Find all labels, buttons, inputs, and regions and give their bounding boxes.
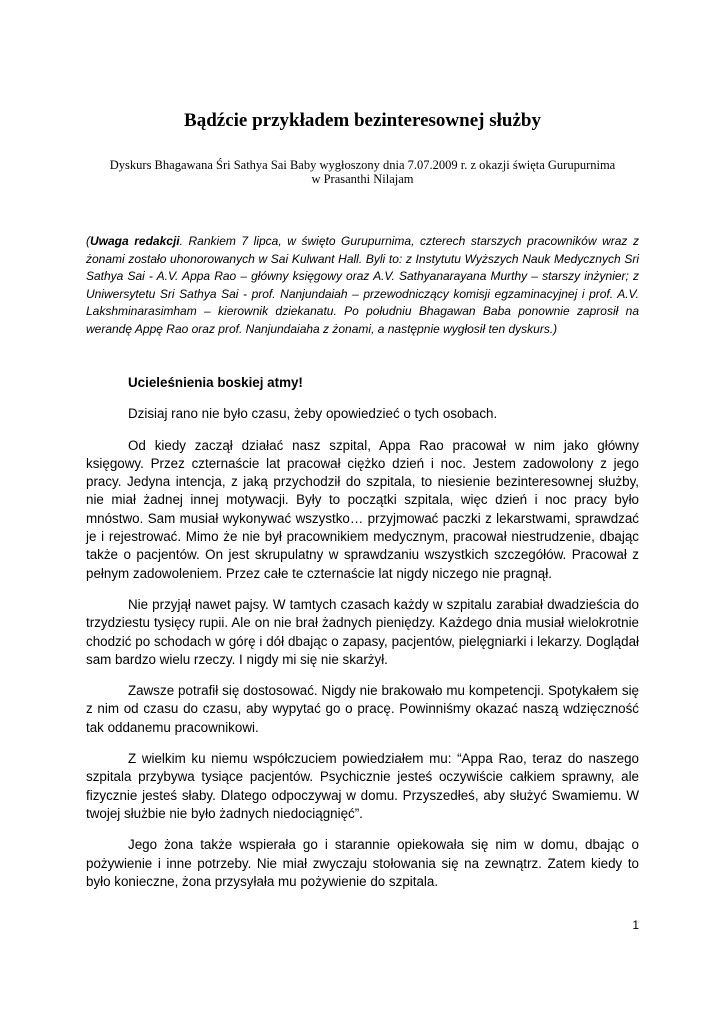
subtitle-line-2: w Prasanthi Nilajam (311, 172, 414, 186)
editor-note-label: Uwaga redakcji (90, 234, 180, 248)
paragraph: Zawsze potrafił się dostosować. Nigdy nie brakowało mu kompetencji. Spotykałem się z nim od czasu do czasu, aby wypytać go o pracę. Powinniśmy okazać naszą wdzięczność tak oddanemu pracownikowi. (86, 683, 639, 735)
editor-note-open-paren: ( (86, 234, 90, 248)
paragraph: Nie przyjął nawet pajsy. W tamtych czasach każdy w szpitalu zarabiał dwadzieścia do trzydziestu tysięcy rupii. Ale on nie brał żadnych pieniędzy. Każdego dnia musiał wielokrotnie chodzić po schodach w górę i dół dbając o zapasy, pacjentów, pielęgniarki i lekarzy. Doglądał sam bardzo wielu rzeczy. I nigdy mi się nie skarżył. (86, 596, 639, 667)
paragraph: Jego żona także wspierała go i starannie opiekowała się nim w domu, dbając o pożywienie i inne potrzeby. Nie miał zwyczaju stołowania się na zewnątrz. Zatem kiedy to było konieczne, żona przysyłała mu pożywienie do szpitala. (86, 837, 639, 889)
salutation-heading: Ucieleśnienia boskiej atmy! (128, 375, 303, 390)
page-title: Bądźcie przykładem bezinteresownej służby (184, 110, 541, 131)
page-number: 1 (632, 918, 639, 932)
editor-note (86, 233, 639, 338)
subtitle-line-1: Dyskurs Bhagawana Śri Sathya Sai Baby wygłoszony dnia 7.07.2009 r. z okazji święta Gurupurnima (109, 158, 616, 172)
paragraph: Dzisiaj rano nie było czasu, żeby opowiedzieć o tych osobach. (128, 406, 498, 422)
paragraph: Z wielkim ku niemu współczuciem powiedziałem mu: “Appa Rao, teraz do naszego szpitala przybywa tysiące pacjentów. Psychicznie jesteś oczywiście całkiem sprawny, ale fizycznie jesteś słaby. Dlatego odpoczywaj w domu. Przyszedłeś, aby służyć Swamiemu. W twojej służbie nie było żadnych niedociągnięć”. (86, 751, 639, 821)
paragraph: Od kiedy zaczął działać nasz szpital, Appa Rao pracował w nim jako główny księgowy. Przez czternaście lat pracował ciężko dzień i noc. Jestem zadowolony z jego pracy. Jedyna intencja, z jaką przychodził do szpitala, to niesienie bezinteresownej służby, nie miał żadnej innej motywacji. Były to początki szpitala, więc dzień i noc pracy było mnóstwo. Sam musiał wykonywać wszystko… przyjmować paczki z lekarstwami, sprawdzać je i rejestrować. Mimo że nie był pracownikiem medycznym, pracował niestrudzenie, dbając także o pacjentów. On jest skrupulatny w sprawdzaniu wszystkich szczegółów. Pracował z pełnym zadowoleniem. Przez całe te czternaście lat nigdy niczego nie pragnął. (86, 437, 639, 581)
discourse-body (86, 374, 639, 904)
subtitle (100, 158, 625, 186)
editor-note-text: . Rankiem 7 lipca, w święto Gurupurnima, czterech starszych pracowników wraz z żonami zostało uhonorowanych w Sai Kulwant Hall. Byli to: z Instytutu Wyższych Nauk Medycznych Sri Sathya Sai - A.V. Appa Rao – główny księgowy oraz A.V. Sathyanarayana Murthy – starszy inżynier; z Uniwersytetu Sri Sathya Sai - prof. Nanjundaiah – przewodniczący komisji egzaminacyjnej i prof. A.V. Lakshminarasimham – kierownik dziekanatu. Po południu Bhagawan Baba ponownie zaprosił na werandę Appę Rao oraz prof. Nanjundaiaha z żonami, a następnie wygłosił ten dyskurs.) (86, 234, 639, 336)
